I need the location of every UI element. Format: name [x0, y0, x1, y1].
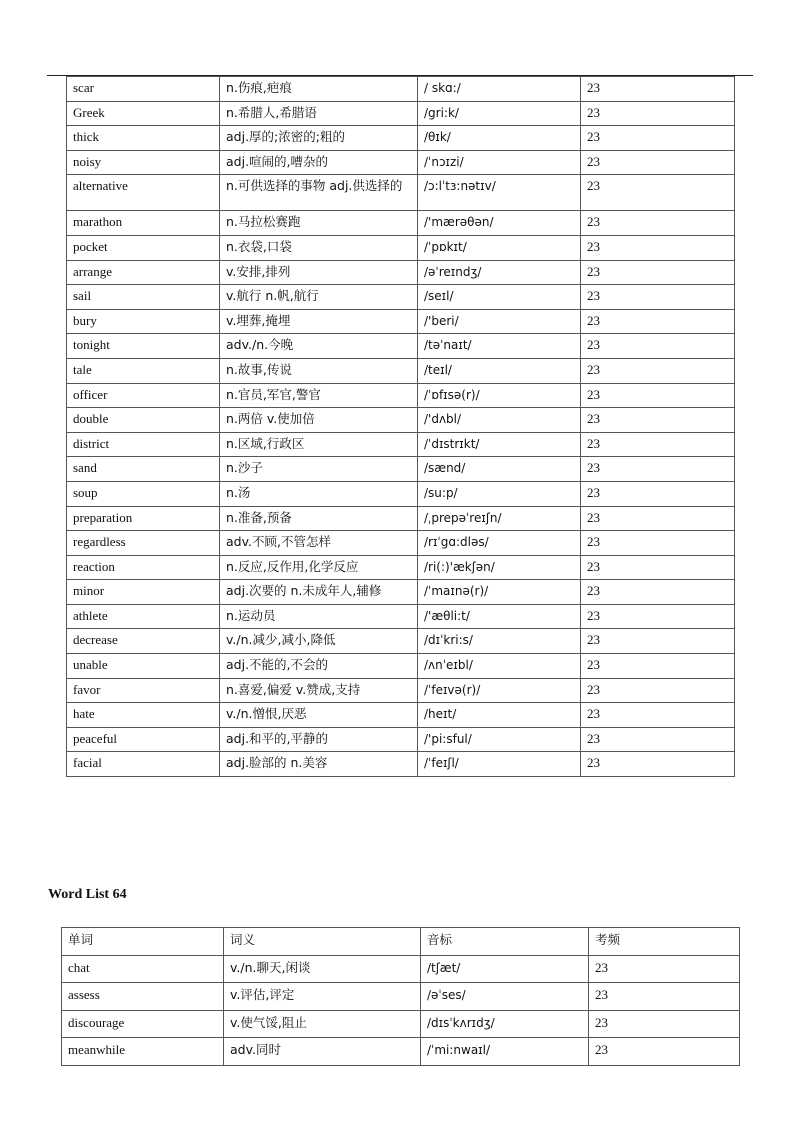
word-cell: regardless	[67, 531, 220, 556]
phonetic-cell: /tʃæt/	[421, 955, 589, 983]
meaning-cell: n.反应,反作用,化学反应	[220, 555, 418, 580]
frequency-cell: 23	[581, 555, 735, 580]
meaning-cell: v./n.憎恨,厌恶	[220, 703, 418, 728]
frequency-cell: 23	[581, 481, 735, 506]
table-row	[62, 983, 740, 1011]
word-cell: assess	[62, 983, 224, 1011]
frequency-cell: 23	[581, 150, 735, 175]
meaning-cell: v.使气馁,阻止	[224, 1010, 421, 1038]
phonetic-cell: /ˈmi:nwaɪl/	[421, 1038, 589, 1066]
table-row	[67, 260, 735, 285]
table-header-row	[62, 928, 740, 956]
word-cell: hate	[67, 703, 220, 728]
frequency-cell: 23	[581, 383, 735, 408]
phonetic-cell: /təˈnaɪt/	[418, 334, 581, 359]
frequency-cell: 23	[581, 334, 735, 359]
phonetic-cell: /ɔ:lˈtɜ:nətɪv/	[418, 175, 581, 211]
table-row	[67, 481, 735, 506]
table-row	[67, 383, 735, 408]
table-row	[67, 432, 735, 457]
frequency-cell: 23	[581, 309, 735, 334]
word-cell: favor	[67, 678, 220, 703]
meaning-cell: adj.和平的,平静的	[220, 727, 418, 752]
table-row	[67, 150, 735, 175]
meaning-cell: n.汤	[220, 481, 418, 506]
phonetic-cell: /ˈnɔɪzi/	[418, 150, 581, 175]
word-cell: alternative	[67, 175, 220, 211]
header-meaning: 词义	[224, 928, 421, 956]
phonetic-cell: /dɪˈkri:s/	[418, 629, 581, 654]
phonetic-cell: /ˈfeɪʃl/	[418, 752, 581, 777]
word-cell: unable	[67, 654, 220, 679]
header-word: 单词	[62, 928, 224, 956]
table-row	[67, 531, 735, 556]
frequency-cell: 23	[581, 457, 735, 482]
phonetic-cell: /teɪl/	[418, 358, 581, 383]
frequency-cell: 23	[581, 580, 735, 605]
table-row	[67, 678, 735, 703]
meaning-cell: n.两倍 v.使加倍	[220, 408, 418, 433]
phonetic-cell: /'beri/	[418, 309, 581, 334]
table-row	[67, 309, 735, 334]
frequency-cell: 23	[581, 432, 735, 457]
header-phonetic: 音标	[421, 928, 589, 956]
phonetic-cell: /ˈmaɪnə(r)/	[418, 580, 581, 605]
frequency-cell: 23	[581, 235, 735, 260]
phonetic-cell: /ˈpɒkɪt/	[418, 235, 581, 260]
meaning-cell: v.埋葬,掩埋	[220, 309, 418, 334]
table-row	[67, 175, 735, 211]
word-cell: reaction	[67, 555, 220, 580]
frequency-cell: 23	[589, 955, 740, 983]
frequency-cell: 23	[589, 1038, 740, 1066]
phonetic-cell: /heɪt/	[418, 703, 581, 728]
frequency-cell: 23	[581, 175, 735, 211]
table-row	[67, 727, 735, 752]
phonetic-cell: / skɑ:/	[418, 77, 581, 102]
table-row	[67, 358, 735, 383]
word-cell: arrange	[67, 260, 220, 285]
meaning-cell: n.马拉松赛跑	[220, 211, 418, 236]
phonetic-cell: /ˌprepəˈreɪʃn/	[418, 506, 581, 531]
word-list-table-body	[67, 77, 735, 777]
frequency-cell: 23	[581, 654, 735, 679]
table-row	[67, 604, 735, 629]
table-row	[62, 955, 740, 983]
word-cell: district	[67, 432, 220, 457]
meaning-cell: adj.喧闹的,嘈杂的	[220, 150, 418, 175]
table-row	[67, 126, 735, 151]
phonetic-cell: /əˈses/	[421, 983, 589, 1011]
frequency-cell: 23	[581, 260, 735, 285]
frequency-cell: 23	[581, 285, 735, 310]
frequency-cell: 23	[581, 752, 735, 777]
phonetic-cell: /ˈfeɪvə(r)/	[418, 678, 581, 703]
table-row	[67, 211, 735, 236]
phonetic-cell: /ʌnˈeɪbl/	[418, 654, 581, 679]
meaning-cell: v./n.减少,减小,降低	[220, 629, 418, 654]
word-cell: meanwhile	[62, 1038, 224, 1066]
table-row	[67, 506, 735, 531]
table-row	[67, 555, 735, 580]
frequency-cell: 23	[581, 101, 735, 126]
word-cell: minor	[67, 580, 220, 605]
table-row	[67, 752, 735, 777]
meaning-cell: n.官员,军官,警官	[220, 383, 418, 408]
table-row	[67, 457, 735, 482]
frequency-cell: 23	[581, 629, 735, 654]
frequency-cell: 23	[581, 678, 735, 703]
word-list-table-continued	[66, 76, 735, 777]
word-cell: noisy	[67, 150, 220, 175]
table-row	[67, 580, 735, 605]
meaning-cell: n.运动员	[220, 604, 418, 629]
phonetic-cell: /'pi:sful/	[418, 727, 581, 752]
word-cell: peaceful	[67, 727, 220, 752]
word-list-64-table	[61, 927, 740, 1066]
meaning-cell: adv.同时	[224, 1038, 421, 1066]
table-row	[67, 408, 735, 433]
frequency-cell: 23	[581, 727, 735, 752]
word-cell: bury	[67, 309, 220, 334]
meaning-cell: adj.脸部的 n.美容	[220, 752, 418, 777]
word-cell: facial	[67, 752, 220, 777]
phonetic-cell: /ri(:)'ækʃən/	[418, 555, 581, 580]
meaning-cell: v.航行 n.帆,航行	[220, 285, 418, 310]
meaning-cell: adj.厚的;浓密的;粗的	[220, 126, 418, 151]
meaning-cell: v./n.聊天,闲谈	[224, 955, 421, 983]
meaning-cell: adv./n.今晚	[220, 334, 418, 359]
meaning-cell: n.沙子	[220, 457, 418, 482]
frequency-cell: 23	[581, 604, 735, 629]
word-cell: athlete	[67, 604, 220, 629]
word-cell: double	[67, 408, 220, 433]
word-cell: soup	[67, 481, 220, 506]
table-row	[67, 334, 735, 359]
meaning-cell: n.希腊人,希腊语	[220, 101, 418, 126]
phonetic-cell: /'mærəθən/	[418, 211, 581, 236]
meaning-cell: n.喜爱,偏爱 v.赞成,支持	[220, 678, 418, 703]
table-row	[67, 703, 735, 728]
phonetic-cell: /seɪl/	[418, 285, 581, 310]
table-row	[67, 285, 735, 310]
word-cell: sail	[67, 285, 220, 310]
frequency-cell: 23	[581, 358, 735, 383]
meaning-cell: n.可供选择的事物 adj.供选择的	[220, 175, 418, 211]
table-row	[67, 235, 735, 260]
phonetic-cell: /su:p/	[418, 481, 581, 506]
table-row	[67, 77, 735, 102]
header-frequency: 考频	[589, 928, 740, 956]
meaning-cell: n.衣袋,口袋	[220, 235, 418, 260]
table-row	[67, 101, 735, 126]
frequency-cell: 23	[581, 211, 735, 236]
word-list-heading: Word List 64	[48, 887, 127, 902]
frequency-cell: 23	[581, 506, 735, 531]
frequency-cell: 23	[581, 408, 735, 433]
word-list-64-body	[62, 955, 740, 1065]
meaning-cell: n.区域,行政区	[220, 432, 418, 457]
table-row	[62, 1038, 740, 1066]
meaning-cell: adj.次要的 n.未成年人,辅修	[220, 580, 418, 605]
meaning-cell: adj.不能的,不会的	[220, 654, 418, 679]
frequency-cell: 23	[581, 126, 735, 151]
phonetic-cell: /sænd/	[418, 457, 581, 482]
word-cell: preparation	[67, 506, 220, 531]
frequency-cell: 23	[581, 531, 735, 556]
frequency-cell: 23	[581, 77, 735, 102]
frequency-cell: 23	[581, 703, 735, 728]
word-cell: decrease	[67, 629, 220, 654]
meaning-cell: n.故事,传说	[220, 358, 418, 383]
word-cell: Greek	[67, 101, 220, 126]
phonetic-cell: /'dʌbl/	[418, 408, 581, 433]
table-row	[62, 1010, 740, 1038]
table-row	[67, 654, 735, 679]
phonetic-cell: /əˈreɪndʒ/	[418, 260, 581, 285]
phonetic-cell: /'æθli:t/	[418, 604, 581, 629]
word-cell: discourage	[62, 1010, 224, 1038]
meaning-cell: n.准备,预备	[220, 506, 418, 531]
word-cell: thick	[67, 126, 220, 151]
phonetic-cell: /gri:k/	[418, 101, 581, 126]
frequency-cell: 23	[589, 983, 740, 1011]
phonetic-cell: /dɪsˈkʌrɪdʒ/	[421, 1010, 589, 1038]
table-row	[67, 629, 735, 654]
phonetic-cell: /ˈɒfɪsə(r)/	[418, 383, 581, 408]
word-cell: tonight	[67, 334, 220, 359]
frequency-cell: 23	[589, 1010, 740, 1038]
word-cell: sand	[67, 457, 220, 482]
meaning-cell: adv.不顾,不管怎样	[220, 531, 418, 556]
meaning-cell: v.安排,排列	[220, 260, 418, 285]
word-cell: pocket	[67, 235, 220, 260]
word-cell: officer	[67, 383, 220, 408]
phonetic-cell: /ˈdɪstrɪkt/	[418, 432, 581, 457]
word-cell: chat	[62, 955, 224, 983]
phonetic-cell: /θɪk/	[418, 126, 581, 151]
word-cell: marathon	[67, 211, 220, 236]
meaning-cell: n.伤痕,疤痕	[220, 77, 418, 102]
meaning-cell: v.评估,评定	[224, 983, 421, 1011]
phonetic-cell: /rɪˈgɑ:dləs/	[418, 531, 581, 556]
word-cell: scar	[67, 77, 220, 102]
word-cell: tale	[67, 358, 220, 383]
